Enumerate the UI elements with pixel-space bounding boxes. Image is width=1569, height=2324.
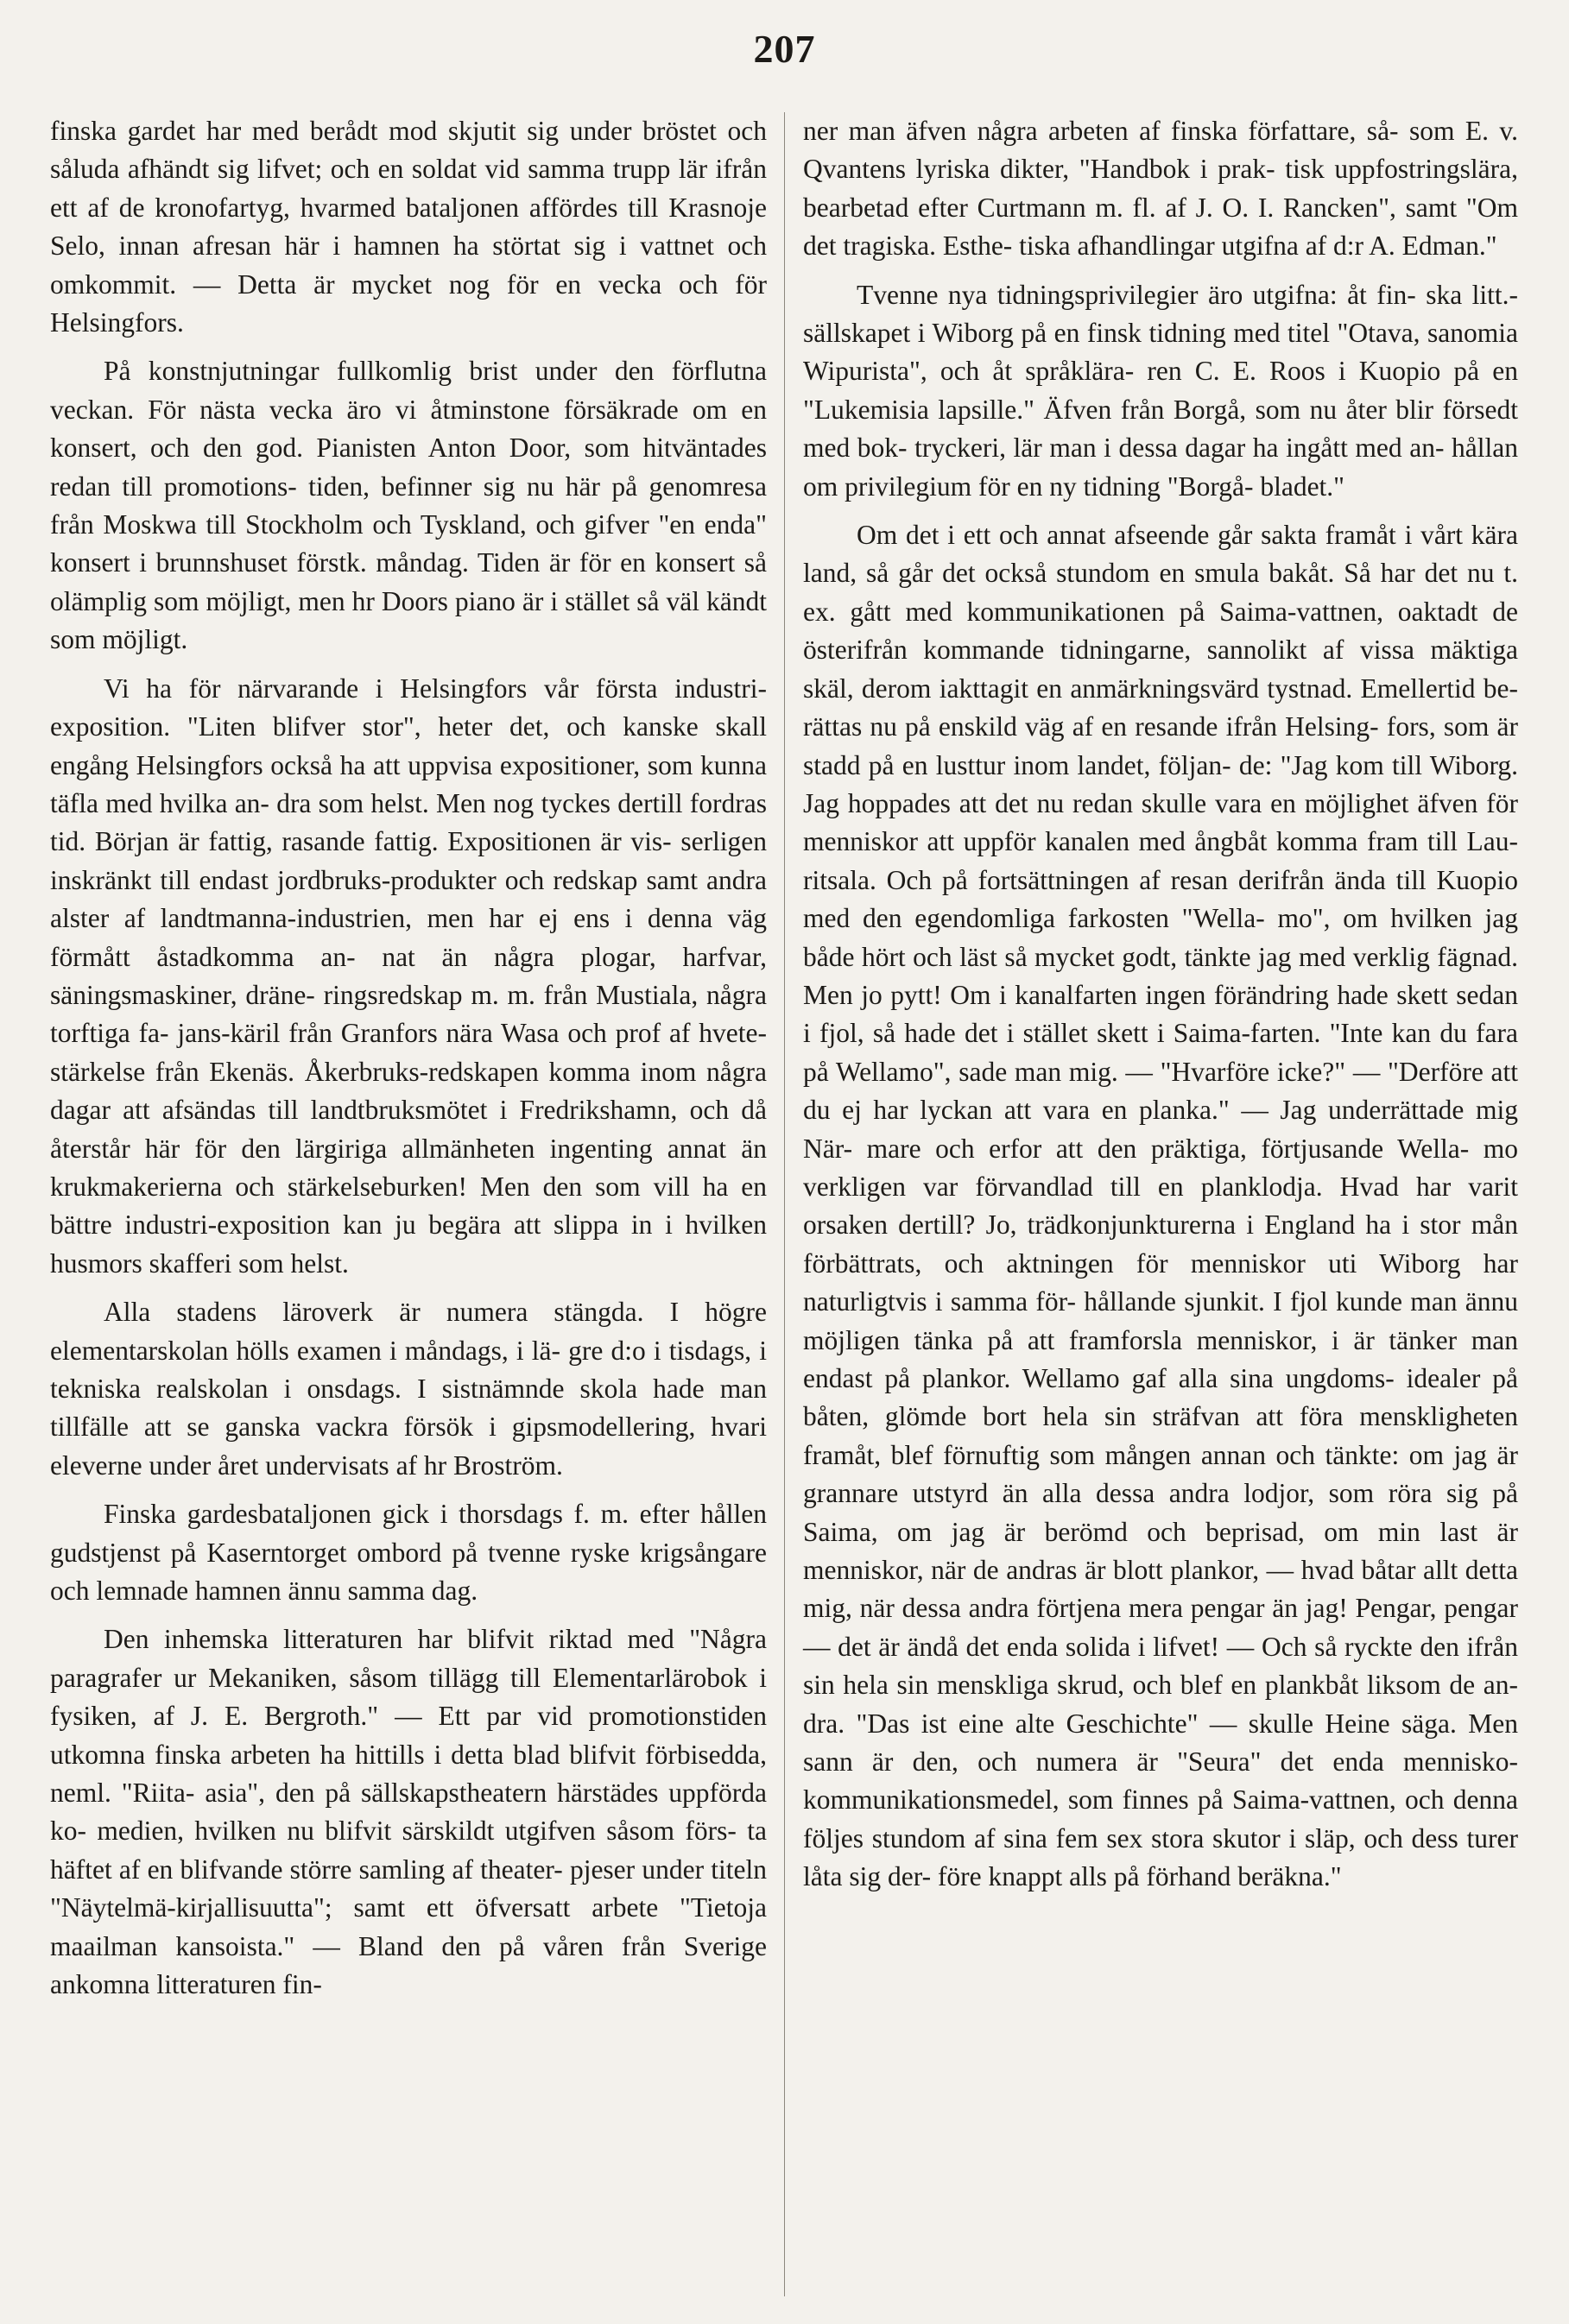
paragraph-finska-forfattare: ner man äfven några arbeten af finska författare, så- som E. v. Qvantens lyriska dikter, "Handbok i prak- tisk uppfostringslära, bearbetad efter Curtmann m. fl. af J. O. I. Rancken", samt "Om det tragiska. Esthe- tiska afhandlingar utgifna af d:r A. Edman.": [803, 116, 1519, 262]
paragraph-litteraturen: Den inhemska litteraturen har blifvit riktad med "Några paragrafer ur Mekaniken, såsom tillägg till Elementarlärobok i fysiken, af J. E. Bergroth." — Ett par vid promotionstiden utkomna finska arbeten ha hittills i detta blad blifvit förbisedda, neml. "Riita- asia", den på sällskapstheatern härstädes uppförda ko- medien, hvilken nu blifvit särskildt utgifven såsom förs- ta häftet af en blifvande större samling af theater- pjeser under titeln "Näytelmä-kirjallisuutta"; samt ett öfversatt arbete "Tietoja maailman kansoista." — Bland den på våren från Sverige ankomna litteraturen fin-: [50, 1624, 768, 2000]
paragraph-gardesbataljonen: Finska gardesbataljonen gick i thorsdags f. m. efter hållen gudstjenst på Kaserntorget ombord på tvenne ryske krigsångare och lemnade hamnen ännu samma dag.: [50, 1499, 767, 1607]
paragraph-konstnjutningar: På konstnjutningar fullkomlig brist under den förflutna veckan. För nästa vecka äro vi åtminstone försäkrade om en konsert, och den god. Pianisten Anton Door, som hitväntades redan till promotions- tiden, befinner sig nu här på genomresa från Moskwa till Stockholm och Tyskland, och gifver "en enda" konsert i brunnshuset förstk. måndag. Tiden är för en konsert så olämplig som möjligt, men hr Doors piano är i stället så väl kändt som möjligt.: [50, 356, 768, 655]
paragraph-laroverk: Alla stadens läroverk är numera stängda. I högre elementarskolan hölls examen i måndags, i lä- gre d:o i tisdags, i tekniska realskolan i onsdags. I sistnämnde skola hade man tillfälle att se ganska vackra försök i gipsmodellering, hvari eleverne under året undervisats af hr Broström.: [50, 1297, 768, 1481]
left-column: [50, 112, 767, 2005]
page-number: 207: [753, 27, 816, 71]
paragraph-gardet: finska gardet har med berådt mod skjutit sig under bröstet och såluda afhändt sig lifvet; och en soldat vid samma trupp lär ifrån ett af de kronofartyg, hvarmed bataljonen affördes till Krasnoje Selo, innan afresan här i hamnen ha störtat sig i vattnet och omkommit. — Detta är mycket nog för en vecka och för Helsingfors.: [50, 116, 768, 338]
paragraph-tidningsprivilegier: Tvenne nya tidningsprivilegier äro utgifna: åt fin- ska litt.-sällskapet i Wiborg på en finsk tidning med titel "Otava, sanomia Wipurista", och åt språklära- ren C. E. Roos i Kuopio på en "Lukemisia lapsille." Äfven från Borgå, som nu åter blir försedt med bok- tryckeri, lär man i dessa dagar ha ingått med an- hållan om privilegium för en ny tidning "Borgå- bladet.": [803, 279, 1519, 502]
column-divider: [784, 112, 785, 2296]
paragraph-saima-vattnen: Om det i ett och annat afseende går sakta framåt i vårt kära land, så går det också stundom en smula bakåt. Så har det nu t. ex. gått med kommunikationen på Saima-vattnen, oaktadt de österifrån kommande tidningarne, sannolikt af vissa mäktiga skäl, derom iakttagit en anmärkningsvärd tystnad. Emellertid be- rättas nu på enskild väg af en resande ifrån Helsing- fors, som är stadd på en lusttur inom landet, följan- de: "Jag kom till Wiborg. Jag hoppades att det nu redan skulle vara en möjlighet äfven för menniskor att uppför kanalen med ångbåt komma fram till Lau- ritsala. Och på fortsättningen af resan derifrån ända till Kuopio med den egendomliga farkosten "Wella- mo", om hvilken jag både hört och läst så mycket godt, tänkte jag med verklig fägnad. Men jo pytt! Om i kanalfarten ingen förändring hade skett sedan i fjol, så hade det i stället skett i Saima-farten. "Inte kan du fara på Wellamo", sade man mig. — "Hvarföre icke?" — "Derföre att du ej har lyckan att vara en planka." — Jag underrättade mig När- mare och erfor att den präktiga, förtjusande Wella- mo verkligen var förvandlad till en planklodja. Hvad har varit orsaken dertill? Jo, trädkonjunkturerna i England ha i stor mån förbättrats, och aktningen för menniskor uti Wiborg har naturligtvis i samma för- hållande sjunkit. I fjol kunde man ännu möjligen tänka på att framforsla menniskor, i är tänker man endast på plankor. Wellamo gaf alla sina ungdoms- idealer på båten, glömde bort hela sin sträfvan att föra menskligheten framåt, blef förnuftig som mången annan och tänkte: om jag är grannare utstyrd än alla dessa andra lodjor, som röra sig på Saima, om jag är berömd och beprisad, om min last är menniskor, när de andras är blott plankor, — hvad båtar allt detta mig, när dessa andra förtjena mera pengar än jag! Pengar, pengar — det är ändå det enda solida i lifvet! — Och så ryckte den ifrån sin hela sin menskliga skrud, och blef en plankbåt liksom de an- dra. "Das ist eine alte Geschichte" — skulle Heine säga. Men sann är den, och numera är "Seura" det enda mennisko-kommunikationsmedel, som finnes på Saima-vattnen, och denna följes stundom af sina fem sex stora skutor i släp, och dess turer låta sig der- före knappt alls på förhand beräkna.": [803, 520, 1519, 1892]
right-column: [803, 112, 1518, 1897]
paragraph-industri-exposition: Vi ha för närvarande i Helsingfors vår första industri-exposition. "Liten blifver stor", heter det, och kanske skall engång Helsingfors också ha att uppvisa expositioner, som kunna täfla med hvilka an- dra som helst. Men nog tyckes dertill fordras tid. Början är fattig, rasande fattig. Expositionen är vis- serligen inskränkt till endast jordbruks-produkter och redskap samt andra alster af landtmanna-industrien, men har ej ens i denna väg förmått åstadkomma an- nat än några plogar, harfvar, säningsmaskiner, dräne- ringsredskap m. m. från Mustiala, några torftiga fa- jans-käril från Granfors nära Wasa och prof af hvete- stärkelse från Ekenäs. Åkerbruks-redskapen komma inom några dagar att afsändas till landtbruksmötet i Fredrikshamn, och då återstår här för den lärgiriga allmänheten ingenting annat än krukmakerierna och stärkelseburken! Men den som vill ha en bättre industri-exposition kan ju begära att slippa in i hvilken husmors skafferi som helst.: [50, 673, 768, 1279]
